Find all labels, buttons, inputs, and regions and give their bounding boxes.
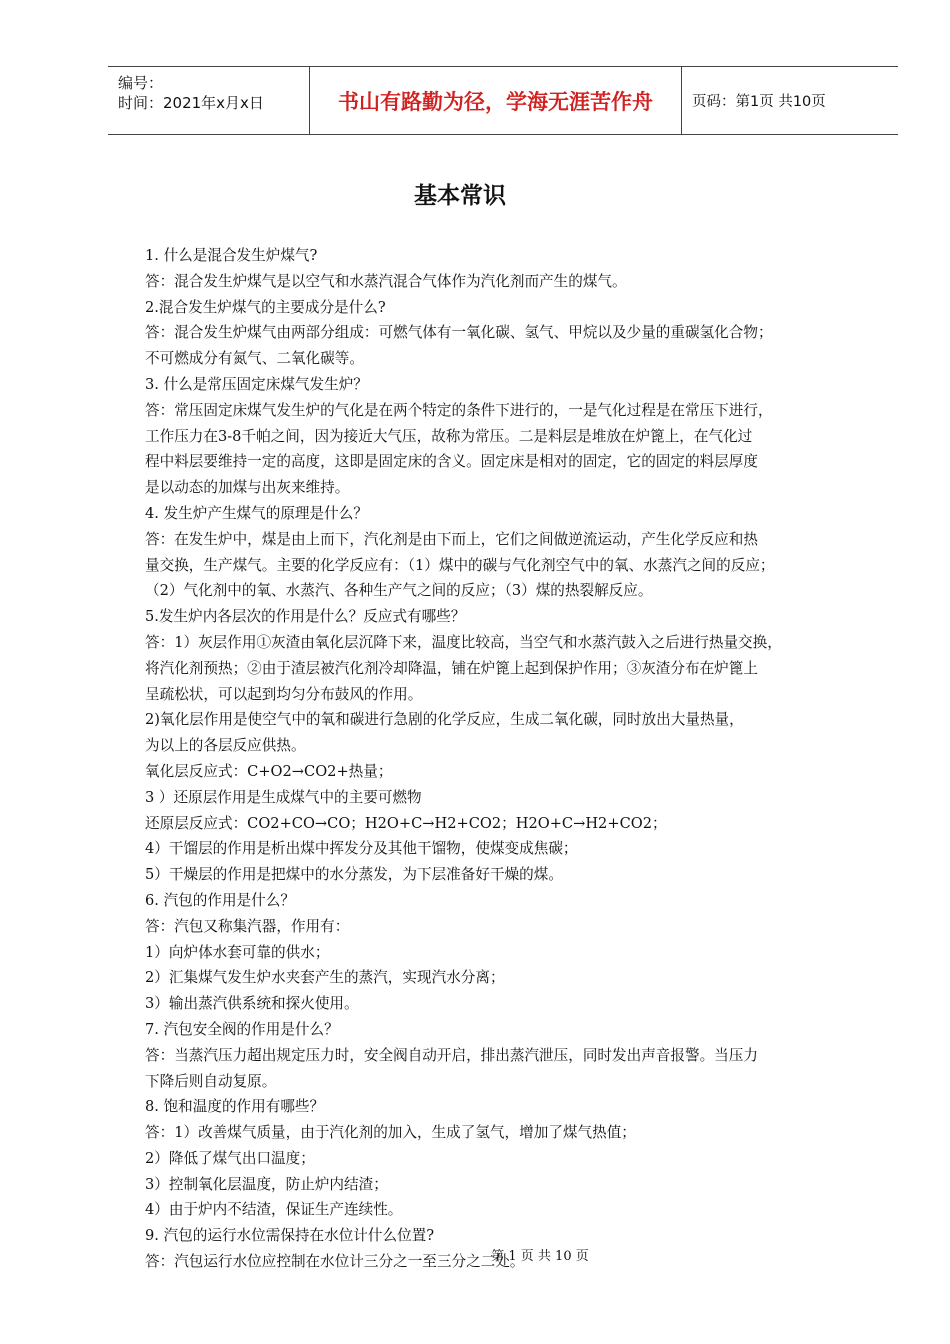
page-info: 页码：第1页 共10页 <box>692 94 826 110</box>
text-line: 答：1）改善煤气质量，由于汽化剂的加入，生成了氢气，增加了煤气热值； <box>145 1124 636 1142</box>
text-line: 程中料层要维持一定的高度，这即是固定床的含义。固定床是相对的固定，它的固定的料层厚度 <box>145 453 758 471</box>
date-label: 时间：2021年x月x日 <box>118 94 264 112</box>
text-line: 工作压力在3-8千帕之间，因为接近大气压，故称为常压。二是料层是堆放在炉篦上，在气化过 <box>145 427 753 445</box>
page-footer: 第 1 页 共 10 页 <box>491 1249 589 1264</box>
text-line: 呈疏松状，可以起到均匀分布鼓风的作用。 <box>145 685 423 703</box>
text-line: 2）降低了煤气出口温度； <box>145 1149 315 1167</box>
text-line: 答：常压固定床煤气发生炉的气化是在两个特定的条件下进行的，一是气化过程是在常压下进行， <box>145 401 773 419</box>
text-line: 4. 发生炉产生煤气的原理是什么？ <box>145 504 368 522</box>
text-line: 5.发生炉内各层次的作用是什么？反应式有哪些？ <box>145 608 466 626</box>
text-line: 答：汽包又称集汽器，作用有： <box>145 917 350 935</box>
header-table <box>108 66 898 135</box>
text-line: 1）向炉体水套可靠的供水； <box>145 943 330 961</box>
serial-label: 编号： <box>118 74 164 92</box>
text-line: 答：当蒸汽压力超出规定压力时，安全阀自动开启，排出蒸汽泄压，同时发出声音报警。当压力 <box>145 1046 758 1064</box>
text-line: 将汽化剂预热；②由于渣层被汽化剂冷却降温，铺在炉篦上起到保护作用；③灰渣分布在炉篦上 <box>145 659 758 677</box>
text-line: 2)氧化层作用是使空气中的氧和碳进行急剧的化学反应，生成二氧化碳，同时放出大量热量， <box>145 711 744 729</box>
text-line: 为以上的各层反应供热。 <box>145 737 306 755</box>
text-line: 下降后则自动复原。 <box>145 1072 277 1090</box>
text-line: 7. 汽包安全阀的作用是什么？ <box>145 1020 339 1038</box>
text-line: 答：在发生炉中，煤是由上而下，汽化剂是由下而上，它们之间做逆流运动，产生化学反应和热 <box>145 530 758 548</box>
text-line: 9. 汽包的运行水位需保持在水位计什么位置? <box>145 1227 435 1245</box>
text-line: 3. 什么是常压固定床煤气发生炉？ <box>145 375 368 393</box>
text-line: 1. 什么是混合发生炉煤气? <box>145 247 318 264</box>
document-title: 基本常识 <box>414 183 506 209</box>
text-line: （2）气化剂中的氧、水蒸汽、各种生产气之间的反应；（3）煤的热裂解反应。 <box>145 582 653 600</box>
text-line: 2）汇集煤气发生炉水夹套产生的蒸汽，实现汽水分离； <box>145 969 505 987</box>
motto-text: 书山有路勤为径，学海无涯苦作舟 <box>338 89 653 114</box>
text-line: 答：1）灰层作用①灰渣由氧化层沉降下来，温度比较高，当空气和水蒸汽鼓入之后进行热量交换， <box>145 633 782 651</box>
text-line: 还原层反应式：CO2+CO→CO；H2O+C→H2+CO2；H2O+C→H2+CO2； <box>145 814 667 832</box>
text-line: 是以动态的加煤与出灰来维持。 <box>145 479 350 497</box>
text-line: 氧化层反应式：C+O2→CO2+热量； <box>145 762 393 780</box>
text-line: 答：混合发生炉煤气是以空气和水蒸汽混合气体作为汽化剂而产生的煤气。 <box>145 272 627 290</box>
text-line: 4）干馏层的作用是析出煤中挥发分及其他干馏物，使煤变成焦碳； <box>145 840 578 858</box>
text-line: 3 ）还原层作用是生成煤气中的主要可燃物 <box>145 788 422 806</box>
text-line: 量交换，生产煤气。主要的化学反应有：（1）煤中的碳与气化剂空气中的氧、水蒸汽之间的反应； <box>145 556 775 574</box>
text-line: 不可燃成分有氮气、二氧化碳等。 <box>145 350 364 368</box>
text-line: 4）由于炉内不结渣，保证生产连续性。 <box>145 1201 403 1219</box>
text-line: 5）干燥层的作用是把煤中的水分蒸发，为下层准备好干燥的煤。 <box>145 866 563 884</box>
header-motto-cell <box>310 67 682 134</box>
text-line: 6. 汽包的作用是什么？ <box>145 891 295 909</box>
header-page-cell <box>682 67 898 134</box>
text-line: 3）输出蒸汽供系统和探火使用。 <box>145 995 359 1013</box>
text-line: 2.混合发生炉煤气的主要成分是什么? <box>145 298 386 316</box>
text-line: 8. 饱和温度的作用有哪些？ <box>145 1098 325 1116</box>
text-line: 答：混合发生炉煤气由两部分组成：可燃气体有一氧化碳、氢气、甲烷以及少量的重碳氢化合物； <box>145 324 773 342</box>
text-line: 3）控制氧化层温度，防止炉内结渣； <box>145 1175 388 1193</box>
body-text <box>145 243 875 1275</box>
header-left-cell <box>108 67 310 134</box>
text-line: 答：汽包运行水位应控制在水位计三分之一至三分之二处。 <box>145 1253 525 1271</box>
